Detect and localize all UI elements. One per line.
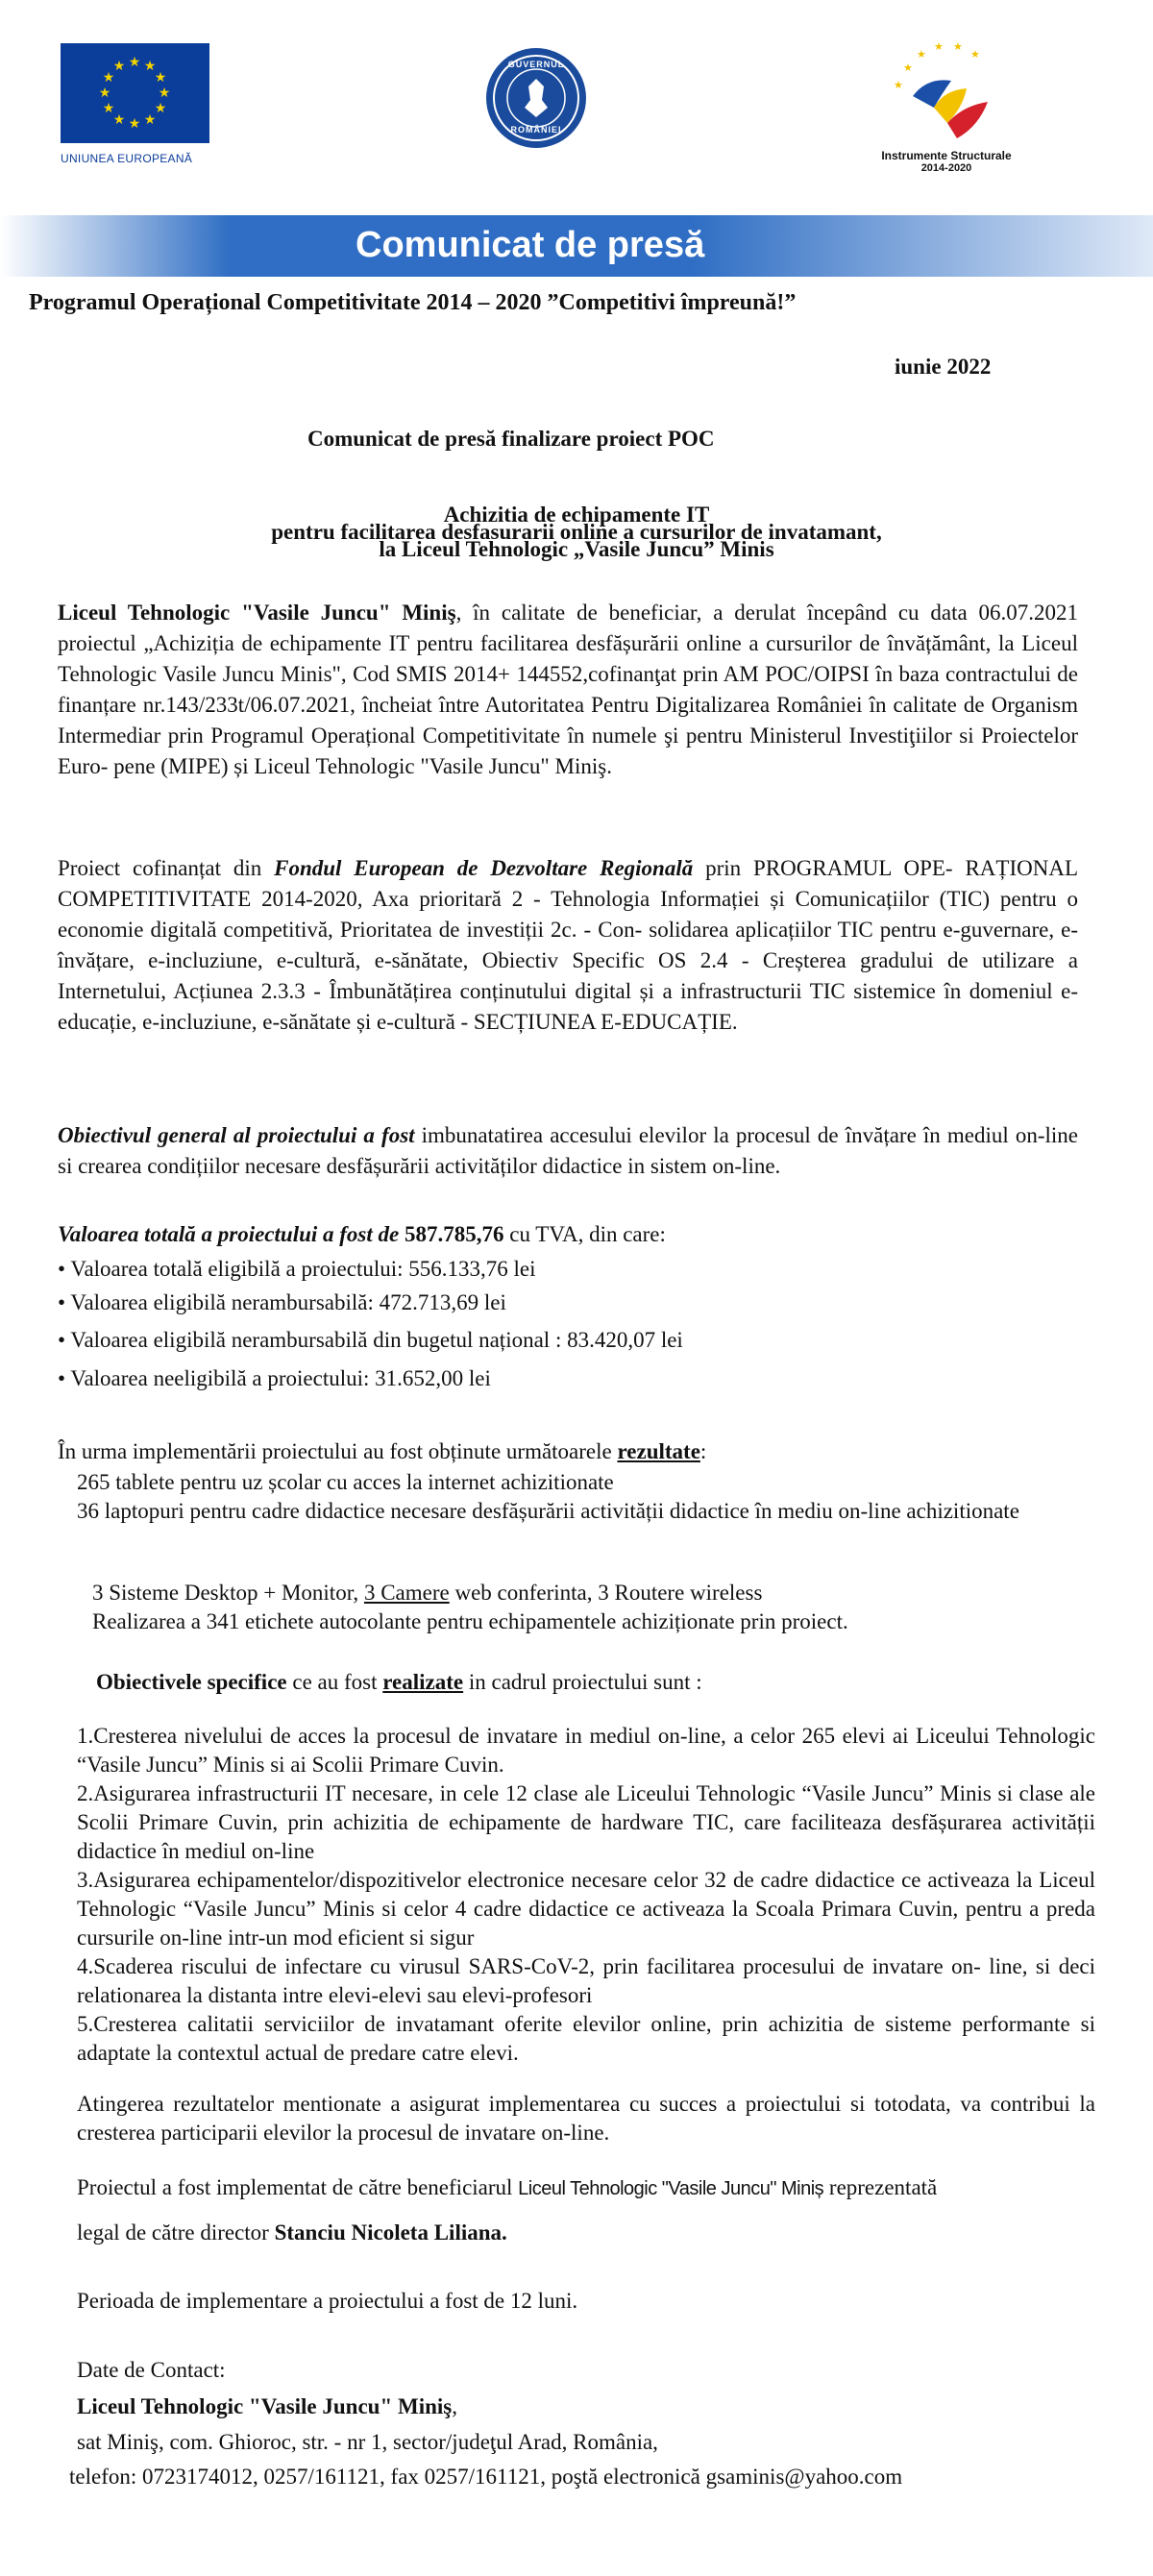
specific-objective-3: 3.Asigurarea echipamentelor/dispozitivelor electronice necesare celor 32 de cadre didactice ce activeaza la Liceul Tehnologic “Vasile Juncu” Minis si celor 4 cadre didactice ce activeaza la Scoala Primara Cuvin, pentru a preda cursurile on-line intr-un mod eficient si sigur xyxy=(77,1868,1095,1950)
implementer-prefix: Proiectul a fost implementat de către beneficiarul xyxy=(77,2175,519,2199)
svg-text:★: ★ xyxy=(903,61,913,74)
objective-text: imbunatatirea accesului elevilor la procesul de învățare în mediul on-line si crearea condițiilor necesare desfășurării activităților didactice in sistem on-line. xyxy=(58,1123,1078,1178)
svg-text:★: ★ xyxy=(102,101,115,116)
contact-org-suffix: , xyxy=(452,2394,457,2418)
specific-objective-5: 5.Cresterea calitatii serviciilor de invatamant oferite elevilor online, prin achizitia de sisteme performante si adaptate la contextul actual de predare catre elevi. xyxy=(77,2012,1095,2065)
contact-address: sat Miniş, com. Ghioroc, str. - nr 1, sector/judeţul Arad, România, xyxy=(77,2430,658,2454)
closing-paragraph: Atingerea rezultatelor mentionate a asigurat implementarea cu succes a proiectului si totodata, va contribui la cresterea participarii elevilor la procesul de invatare on-line. xyxy=(77,2092,1095,2145)
seal-text-bottom: ROMÂNIEI xyxy=(510,125,562,135)
eu-logo xyxy=(61,43,209,163)
svg-text:★: ★ xyxy=(112,112,126,128)
svg-text:★: ★ xyxy=(934,40,944,53)
specific-objectives-heading xyxy=(96,1668,702,1697)
government-seal xyxy=(484,46,588,150)
implementer-line-2 xyxy=(77,2219,507,2247)
contact-organization xyxy=(77,2392,457,2421)
implementer-line-1 xyxy=(77,2173,937,2203)
total-value xyxy=(58,1220,666,1249)
structural-instruments-icon xyxy=(874,38,1018,144)
intro-paragraph xyxy=(58,598,1078,782)
svg-text:★: ★ xyxy=(894,79,903,91)
specific-objective-1: 1.Cresterea nivelului de acces la procesul de invatare in mediul on-line, a celor 265 elevi ai Liceului Tehnologic “Vasile Juncu” Minis si ai Scolii Primare Cuvin. xyxy=(77,1724,1095,1777)
result-item-tablets: 265 tablete pentru uz școlar cu acces la internet achizitionate xyxy=(77,1470,614,1494)
svg-text:★: ★ xyxy=(953,40,963,53)
svg-text:★: ★ xyxy=(158,86,171,101)
svg-text:★: ★ xyxy=(143,59,157,74)
specific-objective-4: 4.Scaderea riscului de infectare cu virusul SARS-CoV-2, prin facilitarea procesului de invatare on- line, si deci relationarea la distanta intre elevi-elevi sau elevi-profesori xyxy=(77,1954,1095,2007)
svg-text:★: ★ xyxy=(154,70,167,86)
contact-label: Date de Contact: xyxy=(77,2358,226,2382)
project-title xyxy=(96,503,1057,561)
specific-label: Obiectivele specifice xyxy=(96,1670,287,1694)
eu-label: UNIUNEA EUROPEANĂ xyxy=(61,152,193,165)
cofinance-paragraph xyxy=(58,853,1078,1038)
svg-text:★: ★ xyxy=(112,59,126,74)
project-title-line-1: Achizitia de echipamente IT xyxy=(443,503,710,527)
svg-text:★: ★ xyxy=(154,101,167,116)
implementer-name: Liceul Tehnologic "Vasile Juncu" Miniș xyxy=(518,2178,824,2199)
specific-suffix: in cadrul proiectului sunt : xyxy=(463,1670,702,1694)
result-item-desktops xyxy=(92,1579,762,1607)
seal-text-top: GUVERNUL xyxy=(507,60,565,69)
value-item: • Valoarea eligibilă nerambursabilă din bugetul național : 83.420,07 lei xyxy=(58,1328,683,1352)
svg-text:★: ★ xyxy=(917,48,926,61)
value-item: • Valoarea eligibilă nerambursabilă: 472.713,69 lei xyxy=(58,1290,506,1314)
implementer-mid: reprezentată xyxy=(823,2175,938,2199)
structural-instruments-label: Instrumente Structurale xyxy=(881,149,1012,162)
results-intro xyxy=(58,1437,706,1466)
svg-text:★: ★ xyxy=(128,55,141,70)
cofinance-text: prin PROGRAMUL OPE- RAȚIONAL COMPETITIVITATE 2014-2020, Axa prioritară 2 - Tehnologia Informației și Comunicațiilor (TIC) pentru o economie digitală competitivă, Prioritatea de investiții 2c. - Con- solidarea aplicațiilor TIC pentru e-guvernare, e-învățare, e-incluziune, e-cultură, e-sănătate, Obiectiv Specific OS 2.4 - Creșterea gradului de utilizare a Internetului, Acțiunea 2.3.3 - Îmbunătățirea conținutului digital și a infrastructurii TIC sistemice în domeniul e-educație, e-incluziune, e-sănătate și e-cultură - SECȚIUNEA E-EDUCAȚIE. xyxy=(58,856,1078,1034)
svg-text:★: ★ xyxy=(970,48,980,61)
results-intro-prefix: În urma implementării proiectului au fost obținute următoarele xyxy=(58,1439,618,1463)
svg-text:★: ★ xyxy=(128,116,141,132)
fund-name: Fondul European de Dezvoltare Regională xyxy=(274,856,694,880)
svg-text:★: ★ xyxy=(98,86,111,101)
banner-title: Comunicat de presă xyxy=(356,225,705,265)
value-item: • Valoarea totală eligibilă a proiectului: 556.133,76 lei xyxy=(58,1257,536,1281)
result-item-labels: Realizarea a 341 etichete autocolante pentru echipamentele achiziționate prin proiect. xyxy=(92,1609,848,1633)
value-suffix: cu TVA, din care: xyxy=(503,1222,666,1246)
document-title: Comunicat de presă finalizare proiect POC xyxy=(307,427,715,451)
specific-keyword: realizate xyxy=(382,1670,464,1694)
routers-text: web conferinta, 3 Routere wireless xyxy=(449,1581,763,1605)
value-label: Valoarea totală a proiectului a fost de xyxy=(58,1222,405,1246)
cameras-text: 3 Camere xyxy=(363,1581,450,1605)
svg-text:★: ★ xyxy=(102,70,115,86)
project-title-line-2: pentru facilitarea desfasurarii online a cursurilor de invatamant, xyxy=(271,520,882,544)
result-item-laptops: 36 laptopuri pentru cadre didactice necesare desfășurării activității didactice în mediu on-line achizitionate xyxy=(77,1499,1019,1523)
director-name: Stanciu Nicoleta Liliana. xyxy=(274,2220,507,2245)
beneficiary-name: Liceul Tehnologic "Vasile Juncu" Miniş xyxy=(58,601,456,625)
value-item: • Valoarea neeligibilă a proiectului: 31.652,00 lei xyxy=(58,1366,491,1390)
objective-label: Obiectivul general al proiectului a fost xyxy=(58,1123,415,1147)
project-title-line-3: la Liceul Tehnologic „Vasile Juncu” Minis xyxy=(379,537,774,561)
program-title: Programul Operațional Competitivitate 2014 – 2020 ”Competitivi împreună!” xyxy=(29,290,797,315)
cofinance-prefix: Proiect cofinanțat din xyxy=(58,856,275,880)
press-banner xyxy=(0,215,1153,277)
intro-text: , în calitate de beneficiar, a derulat începând cu data 06.07.2021 proiectul „Achiziția de echipamente IT pentru facilitarea desfășurării online a cursurilor de învățământ, la Liceul Tehnologic Vasile Juncu Minis", Cod SMIS 2014+ 144552,cofinanţat prin AM POC/OIPSI în baza contractului de finanțare nr.143/233t/06.07.2021, încheiat între Autoritatea Pentru Digitalizarea României în calitate de Organism Intermediar prin Programul Operațional Competitivitate în numele şi pentru Ministerul Investiţiilor si Proiectelor Euro- pene (MIPE) și Liceul Tehnologic "Vasile Juncu" Miniş. xyxy=(58,601,1079,778)
specific-objective-2: 2.Asigurarea infrastructurii IT necesare, in cele 12 clase ale Liceului Tehnologic “Vasile Juncu” Minis si clase ale Scolii Primare Cuvin, prin achizitia de echipamente de hardware TIC, care faciliteaza desfășurarea activității didactice în mediul on-line xyxy=(77,1781,1095,1863)
structural-instruments-logo xyxy=(874,38,1018,183)
implementer-line2-prefix: legal de către director xyxy=(77,2220,275,2245)
results-keyword: rezultate xyxy=(617,1439,700,1463)
value-amount: 587.785,76 xyxy=(404,1222,504,1246)
desktops-text: 3 Sisteme Desktop + Monitor, xyxy=(92,1581,364,1605)
general-objective xyxy=(58,1120,1078,1182)
structural-instruments-years: 2014-2020 xyxy=(920,162,972,174)
specific-mid: ce au fost xyxy=(286,1670,383,1694)
svg-text:★: ★ xyxy=(143,112,157,128)
press-date: iunie 2022 xyxy=(895,355,992,379)
implementation-period: Perioada de implementare a proiectului a fost de 12 luni. xyxy=(77,2289,578,2313)
contact-org-name: Liceul Tehnologic "Vasile Juncu" Miniş xyxy=(77,2394,453,2418)
contact-phone-email: telefon: 0723174012, 0257/161121, fax 0257/161121, poştă electronică gsaminis@yahoo.com xyxy=(69,2465,903,2489)
results-intro-suffix: : xyxy=(699,1439,707,1463)
eu-flag-icon xyxy=(61,43,209,143)
